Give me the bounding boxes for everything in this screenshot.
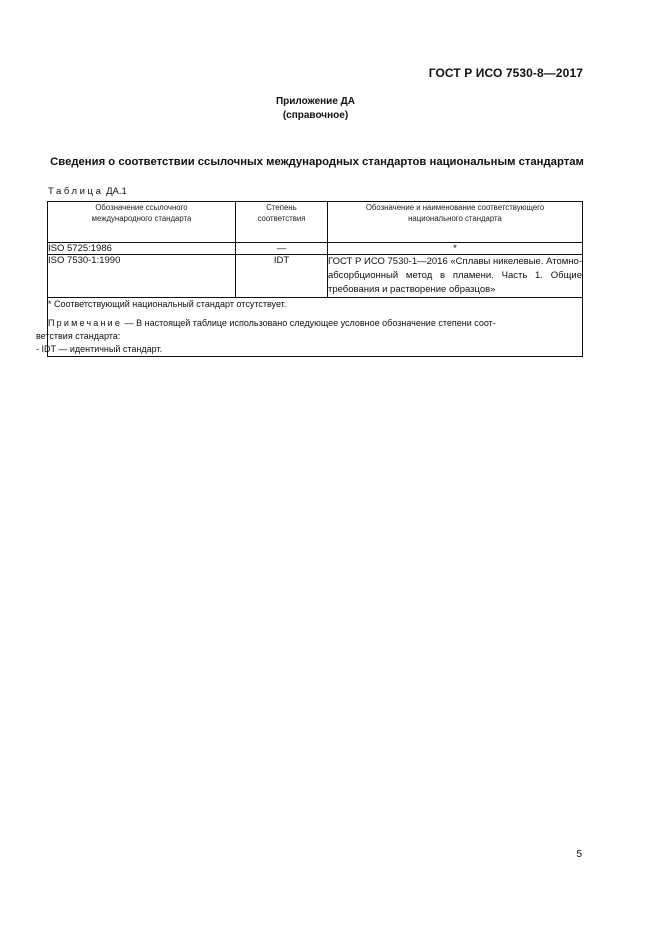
note-continuation: ветствия стандарта: [36, 331, 121, 341]
cell-reference: ISO 5725:1986 [48, 243, 236, 255]
national-standard-description: ГОСТ Р ИСО 7530-1—2016 «Сплавы никелевые. Атомно-абсорбционный метод в пламени. Часть 1. Общие требования и растворение образцов» [328, 256, 582, 295]
cell-national [328, 255, 583, 298]
table-row [48, 255, 583, 298]
cell-degree: IDT [236, 255, 328, 298]
note-text: — В настоящей таблице использовано следующее условное обозначение степени соот- [122, 318, 496, 328]
cell-national: * [328, 243, 583, 255]
annex-heading [0, 95, 631, 123]
table-row [48, 243, 583, 255]
table-footer-row [48, 298, 583, 357]
table-caption-number: ДА.1 [106, 186, 127, 197]
table-caption [48, 186, 127, 197]
note [48, 317, 582, 330]
footnote: * Соответствующий национальный стандарт отсутствует. [48, 299, 287, 309]
note-item: - IDT — идентичный стандарт. [36, 344, 163, 354]
header-degree [236, 202, 328, 243]
note-label: Примечание [48, 318, 123, 328]
annex-title: Приложение ДА [275, 96, 356, 107]
table-caption-word: Таблица [48, 186, 104, 197]
table-header-row [48, 202, 583, 243]
header-reference-standard-label: Обозначение ссылочного международного стандарта [91, 203, 192, 223]
correspondence-table [36, 201, 583, 357]
section-title: Сведения о соответствии ссылочных международных стандартов национальным стандартам [50, 156, 584, 168]
cell-reference: ISO 7530-1:1990 [48, 255, 236, 298]
header-national-standard-label: Обозначение и наименование соответствующего национального стандарта [365, 203, 545, 223]
header-reference-standard [48, 202, 236, 243]
cell-degree: — [236, 243, 328, 255]
header-national-standard [328, 202, 583, 243]
header-degree-label: Степень соответствия [257, 203, 306, 223]
document-code: ГОСТ Р ИСО 7530-8—2017 [428, 66, 583, 80]
table-footer [36, 298, 583, 357]
annex-subtitle: (справочное) [282, 110, 349, 121]
page-number: 5 [576, 849, 582, 860]
